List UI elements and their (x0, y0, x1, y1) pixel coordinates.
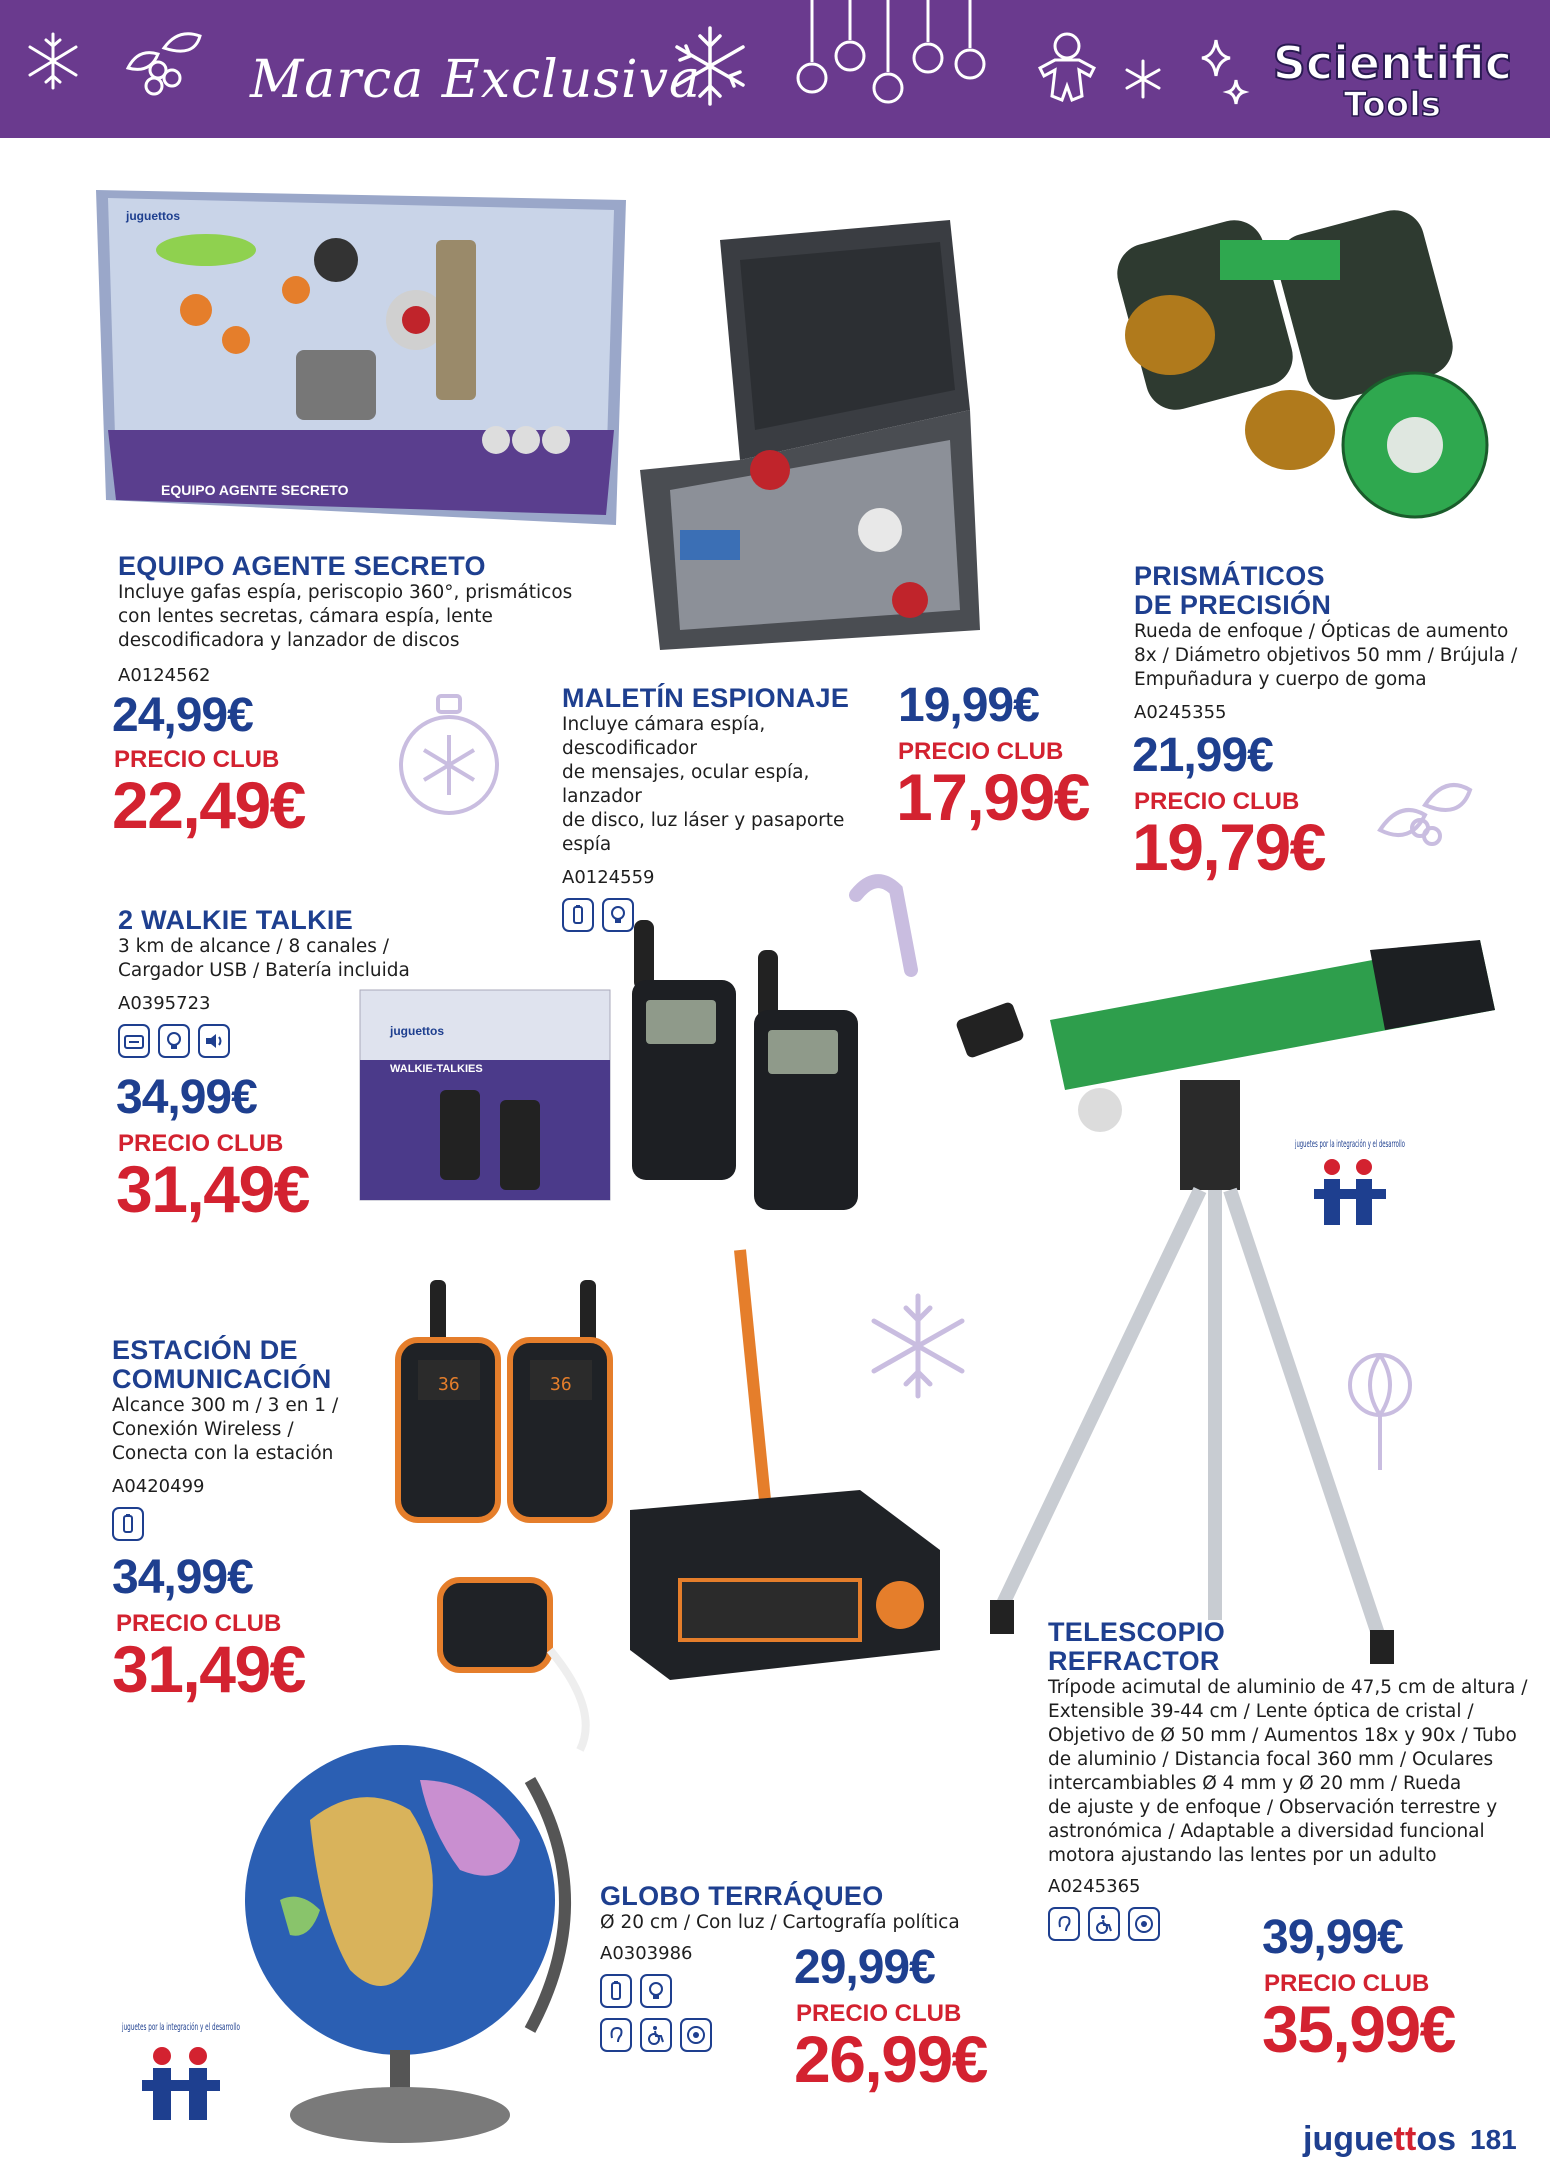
club-price: 17,99€ (896, 760, 1089, 834)
club-price-label: PRECIO CLUB (1264, 1970, 1430, 1997)
product-walkie-talkie (118, 906, 448, 1058)
ornament-deco-icon (394, 690, 504, 820)
battery-icon (112, 1507, 144, 1541)
product-desc-line: de mensajes, ocular espía, lanzador (562, 762, 810, 807)
product-title: PRISMÁTICOS (1134, 561, 1325, 591)
product-desc-line: descodificadora y lanzador de discos (118, 630, 460, 651)
club-price-label: PRECIO CLUB (114, 746, 280, 773)
feature-icons (562, 898, 892, 932)
bulb-icon (602, 898, 634, 932)
club-price-label: PRECIO CLUB (116, 1610, 282, 1637)
banner-title: Marca Exclusiva (250, 50, 701, 110)
brand-top: Scientific (1272, 36, 1512, 90)
footer-brand-o: tt (1393, 2120, 1417, 2158)
product-title: TELESCOPIO (1048, 1617, 1226, 1647)
product-desc-line: Objetivo de Ø 50 mm / Aumentos 18x y 90x / Tubo (1048, 1725, 1517, 1746)
product-desc-line: Conecta con la estación (112, 1443, 334, 1464)
product-telescopio (1048, 1618, 1538, 1941)
product-title: COMUNICACIÓN (112, 1364, 332, 1394)
product-desc-line: intercambiables Ø 4 mm y Ø 20 mm / Rueda (1048, 1773, 1462, 1794)
battery-icon (600, 1974, 632, 2008)
product-price: 29,99€ (794, 1941, 935, 1994)
product-desc-line: 8x / Diámetro objetivos 50 mm / Brújula / (1134, 645, 1518, 666)
brand-bottom: Tools (1343, 85, 1442, 125)
product-desc-line: Empuñadura y cuerpo de goma (1134, 669, 1427, 690)
product-desc-line: Incluye cámara espía, descodificador (562, 714, 766, 759)
battery-icon (562, 898, 594, 932)
club-price-label: PRECIO CLUB (898, 738, 1064, 765)
product-prismaticos (1134, 562, 1534, 723)
sound-icon (198, 1024, 230, 1058)
product-price: 34,99€ (112, 1551, 253, 1604)
footer-brand (1303, 2120, 1456, 2159)
product-desc-line: Alcance 300 m / 3 en 1 / (112, 1395, 339, 1416)
box-brand: juguettos (390, 1024, 444, 1038)
wheelchair-icon (1088, 1907, 1120, 1941)
product-code: A0124559 (562, 867, 655, 888)
product-desc-line: Ø 20 cm / Con luz / Cartografía política (600, 1912, 960, 1933)
ear-icon (600, 2018, 632, 2052)
club-price: 26,99€ (794, 2022, 987, 2096)
snowflake-icon (668, 24, 752, 108)
ornaments-icon (790, 0, 1000, 118)
product-title: DE PRECISIÓN (1134, 590, 1332, 620)
club-price: 31,49€ (112, 1632, 305, 1706)
brand-logo (1272, 36, 1512, 125)
product-code: A0124562 (118, 665, 211, 686)
ear-icon (1048, 1907, 1080, 1941)
gingerbread-icon (1034, 30, 1100, 106)
integration-text: juguetes por la integración y el desarrollo (122, 2022, 331, 2033)
product-code: A0395723 (118, 993, 211, 1014)
box-label: EQUIPO AGENTE SECRETO (161, 482, 349, 498)
display-b: 36 (550, 1374, 572, 1395)
product-title: REFRACTOR (1048, 1646, 1220, 1676)
product-title: 2 WALKIE TALKIE (118, 905, 354, 935)
box-brand: juguettos (126, 209, 180, 223)
holly-deco-icon (1370, 770, 1480, 870)
product-desc-line: Extensible 39-44 cm / Lente óptica de cristal / (1048, 1701, 1474, 1722)
product-price: 34,99€ (116, 1071, 257, 1124)
agente-secreto-box-image (86, 180, 626, 525)
bulb-icon (158, 1024, 190, 1058)
product-desc-line: de aluminio / Distancia focal 360 mm / Oculares (1048, 1749, 1494, 1770)
page-number: 181 (1470, 2124, 1517, 2155)
product-desc-line: Cargador USB / Batería incluida (118, 960, 410, 981)
club-price: 35,99€ (1262, 1992, 1455, 2066)
integration-text: juguetes por la integración y el desarrollo (1295, 1139, 1504, 1150)
prismaticos-image (1090, 190, 1510, 480)
eye-icon (1128, 1907, 1160, 1941)
product-estacion-comunicacion (112, 1336, 412, 1541)
product-desc-line: astronómica / Adaptable a diversidad funcional (1048, 1821, 1485, 1842)
feature-icons (118, 1024, 448, 1058)
product-title: EQUIPO AGENTE SECRETO (118, 551, 486, 581)
header-banner (0, 0, 1550, 138)
club-price-label: PRECIO CLUB (118, 1130, 284, 1157)
product-price: 21,99€ (1132, 729, 1273, 782)
product-desc-line: motora ajustando las lentes por un adulto (1048, 1845, 1437, 1866)
club-price-label: PRECIO CLUB (1134, 788, 1300, 815)
lollipop-icon (1340, 1345, 1420, 1475)
product-price: 39,99€ (1262, 1911, 1403, 1964)
product-code: A0245355 (1134, 702, 1227, 723)
product-title: ESTACIÓN DE (112, 1335, 298, 1365)
display-a: 36 (438, 1374, 460, 1395)
product-desc-line: con lentes secretas, cámara espía, lente (118, 606, 493, 627)
product-code: A0245365 (1048, 1876, 1141, 1897)
club-price: 22,49€ (112, 768, 305, 842)
product-desc-line: de disco, luz láser y pasaporte espía (562, 810, 845, 855)
feature-icons (112, 1507, 412, 1541)
product-price: 24,99€ (112, 689, 253, 742)
product-price: 19,99€ (898, 679, 1039, 732)
product-title: MALETÍN ESPIONAJE (562, 683, 850, 713)
integration-badge-icon (116, 2010, 331, 2140)
product-agente-secreto (118, 552, 578, 686)
globo-terraqueo-image (220, 1720, 600, 2160)
maletin-espionaje-image (620, 210, 990, 660)
footer-brand-a: jugue (1303, 2120, 1394, 2158)
club-price-label: PRECIO CLUB (796, 2000, 962, 2027)
product-code: A0303986 (600, 1943, 693, 1964)
product-maletin-espionaje (562, 684, 892, 932)
battery-charge-icon (118, 1024, 150, 1058)
sparkle-icon (1196, 36, 1252, 112)
snowflake-icon (1122, 58, 1164, 100)
holly-icon (118, 18, 210, 102)
product-title: GLOBO TERRÁQUEO (600, 1881, 884, 1911)
club-price: 19,79€ (1132, 810, 1325, 884)
snowflake-deco-icon (862, 1290, 974, 1402)
product-desc-line: 3 km de alcance / 8 canales / (118, 936, 390, 957)
club-price: 31,49€ (116, 1152, 309, 1226)
box-label: WALKIE-TALKIES (390, 1063, 483, 1075)
product-code: A0420499 (112, 1476, 205, 1497)
product-desc-line: Conexión Wireless / (112, 1419, 294, 1440)
bulb-icon (640, 1974, 672, 2008)
eye-icon (680, 2018, 712, 2052)
wheelchair-icon (640, 2018, 672, 2052)
telescopio-image (950, 930, 1510, 1670)
product-desc-line: Incluye gafas espía, periscopio 360°, prismáticos (118, 582, 573, 603)
footer-brand-b: os (1416, 2120, 1457, 2158)
product-desc-line: de ajuste y de enfoque / Observación terrestre y (1048, 1797, 1498, 1818)
product-desc-line: Rueda de enfoque / Ópticas de aumento (1134, 621, 1509, 642)
snowflake-icon (22, 30, 84, 92)
product-desc-line: Trípode acimutal de aluminio de 47,5 cm de altura / (1048, 1677, 1528, 1698)
integration-badge-icon (1290, 1125, 1504, 1245)
